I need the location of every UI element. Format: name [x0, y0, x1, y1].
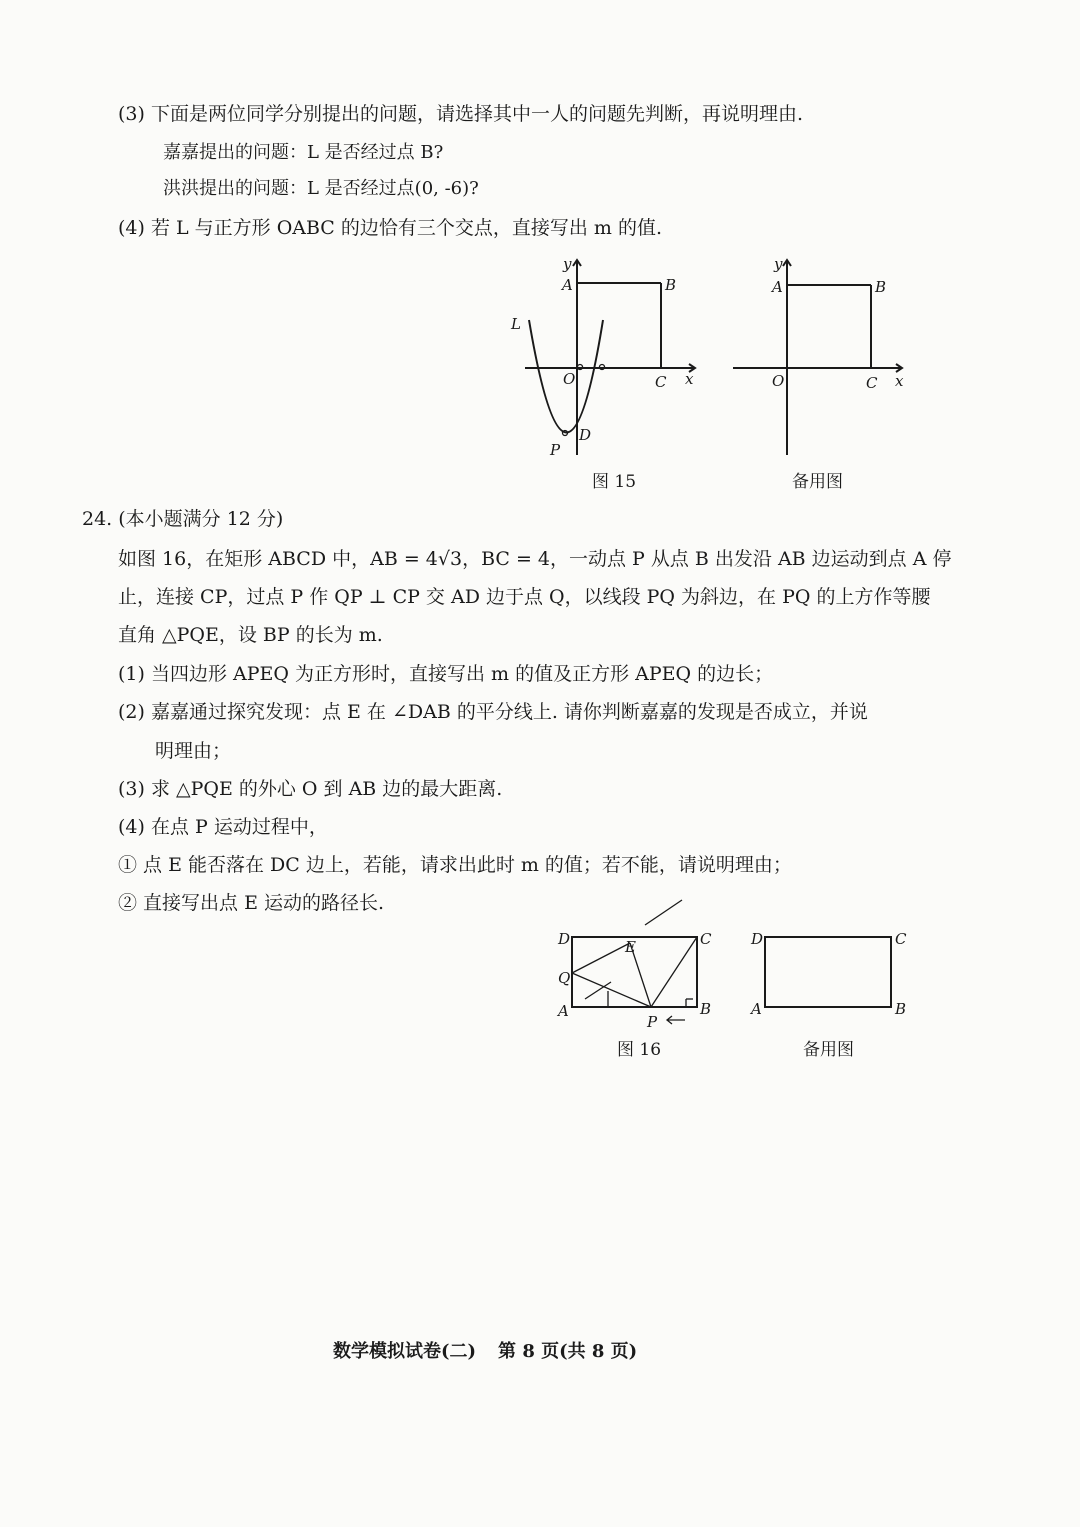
fig15-label-P: P — [550, 441, 561, 459]
q23-jiajia-question: 嘉嘉提出的问题：L 是否经过点 B? — [163, 142, 444, 163]
fig16-label-P: P — [647, 1013, 658, 1031]
fig16-label-C: C — [700, 930, 712, 948]
q24-part1: (1) 当四边形 APEQ 为正方形时，直接写出 m 的值及正方形 APEQ 的边长； — [118, 663, 774, 685]
spare15-label-B: B — [875, 278, 887, 296]
fig16-label-D: D — [558, 930, 571, 948]
q24-part3: (3) 求 △PQE 的外心 O 到 AB 边的最大距离. — [118, 778, 503, 800]
spare16-label-B: B — [895, 1000, 907, 1018]
footer-page-number: 第 8 页(共 8 页) — [498, 1341, 638, 1362]
figure-15 — [505, 255, 705, 465]
fig15-label-B: B — [665, 276, 677, 294]
fig15-label-y: y — [563, 255, 572, 273]
footer-exam-title: 数学模拟试卷(二) — [333, 1341, 477, 1362]
spare15-label-y: y — [774, 255, 783, 273]
fig15-label-L: L — [511, 315, 521, 333]
fig16-label-B: B — [700, 1000, 712, 1018]
fig15-label-x: x — [685, 370, 694, 388]
q24-intro-line-2: 止，连接 CP，过点 P 作 QP ⊥ CP 交 AD 边于点 Q，以线段 PQ 为斜边，在 PQ 的上方作等腰 — [118, 586, 931, 608]
q24-intro-line-3: 直角 △PQE，设 BP 的长为 m. — [118, 624, 383, 646]
fig16-label-A: A — [558, 1002, 569, 1020]
q23-part3: (3) 下面是两位同学分别提出的问题，请选择其中一人的问题先判断，再说明理由. — [118, 103, 803, 125]
spare15-label-x: x — [895, 372, 904, 390]
fig15-label-O: O — [563, 370, 576, 388]
q24-part4: (4) 在点 P 运动过程中， — [118, 816, 328, 838]
spare16-label-D: D — [751, 930, 764, 948]
fig15-label-C: C — [655, 373, 667, 391]
q24-part4-sub2: ② 直接写出点 E 运动的路径长. — [118, 892, 385, 914]
q24-part2-line-1: (2) 嘉嘉通过探究发现：点 E 在 ∠DAB 的平分线上. 请你判断嘉嘉的发现是否成立，并说 — [118, 701, 868, 723]
spare15-label-O: O — [772, 372, 785, 390]
q24-part2-line-2: 明理由； — [155, 740, 232, 762]
q24-spare-caption: 备用图 — [803, 1040, 854, 1060]
q23-hongqi-question: 洪洪提出的问题：L 是否经过点(0, -6)? — [163, 178, 479, 199]
fig16-label-Q: Q — [558, 969, 571, 987]
fig16-caption: 图 16 — [617, 1040, 662, 1060]
fig15-caption: 图 15 — [592, 472, 637, 492]
fig15-label-A: A — [562, 276, 573, 294]
q24-header: 24. (本小题满分 12 分) — [82, 508, 284, 530]
fig16-label-E: E — [625, 938, 636, 956]
q24-spare-figure — [748, 895, 918, 1035]
figure-16 — [555, 895, 725, 1035]
spare16-label-A: A — [751, 1000, 762, 1018]
fig15-label-D: D — [579, 426, 592, 444]
spare15-label-C: C — [866, 374, 878, 392]
q24-intro-line-1: 如图 16，在矩形 ABCD 中，AB = 4√3，BC = 4，一动点 P 从点 B 出发沿 AB 边运动到点 A 停 — [118, 548, 952, 570]
q23-spare-figure — [730, 255, 910, 465]
q23-spare-caption: 备用图 — [792, 472, 843, 492]
q23-part4: (4) 若 L 与正方形 OABC 的边恰有三个交点，直接写出 m 的值. — [118, 217, 663, 239]
spare16-label-C: C — [895, 930, 907, 948]
q24-part4-sub1: ① 点 E 能否落在 DC 边上，若能，请求出此时 m 的值；若不能，请说明理由； — [118, 854, 792, 876]
page-footer — [333, 1337, 659, 1363]
spare15-label-A: A — [772, 278, 783, 296]
